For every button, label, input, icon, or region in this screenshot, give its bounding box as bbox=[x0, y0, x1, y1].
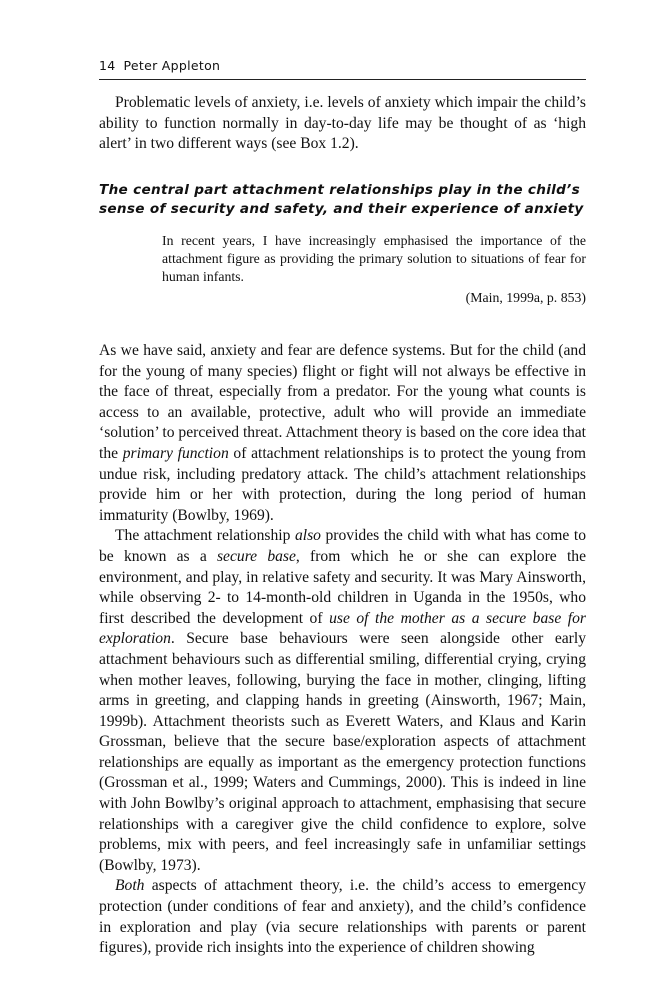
section-heading: The central part attachment relationships play in the child’s sense of security and safety, and their experience of anxiety bbox=[99, 182, 584, 217]
epigraph bbox=[162, 232, 586, 307]
emphasis-run: Both bbox=[115, 877, 145, 895]
emphasis-run: use of the mother as a secure base for exploration bbox=[99, 609, 586, 648]
text-run: provides the child with what has come to be known as a bbox=[99, 527, 587, 565]
epigraph-citation: (Main, 1999a, p. 853) bbox=[465, 290, 586, 305]
page-number: 14 bbox=[99, 58, 116, 73]
text-run: . Secure base behaviours were seen alongside other early attachment behaviours such as differential smiling, differential crying, crying when mother leaves, following, burying the face in mother, clinging, lifting arms in greeting, and clapping hands in greeting (Ainsworth, 1967; Main, 1999b). Attachment theorists such as Everett Waters, and Klaus and Karin Grossman, believe that the secure base/exploration aspects of attachment relationships are equally as important as the emergency protection functions (Grossman et al., 1999; Waters and Cummings, 2000). This is indeed in line with John Bowlby’s original approach to attachment, emphasising that secure relationships with a caregiver give the child confidence to explore, solve problems, mix with peers, and feel increasingly safe in unfamiliar settings (Bowlby, 1973). bbox=[99, 630, 586, 874]
running-author: Peter Appleton bbox=[123, 58, 221, 73]
text-run: The attachment relationship bbox=[115, 527, 295, 545]
text-run: , from which he or she can explore the environment, and play, in relative safety and security. It was Mary Ainsworth, while observing 2- to 14-month-old children in Uganda in the 1950s, who first described the development of bbox=[99, 547, 586, 627]
text-run: aspects of attachment theory, i.e. the child’s access to emergency protection (under conditions of fear and anxiety), and the child’s confidence in exploration and play (via secure relationships with parents or parent figures), provide rich insights into the experience of children showing bbox=[99, 877, 586, 957]
intro-paragraph: Problematic levels of anxiety, i.e. levels of anxiety which impair the child’s ability to function normally in day-to-day life may be thought of as ‘high alert’ in two different ways (see Box 1.2). bbox=[99, 94, 586, 153]
emphasis-run: also bbox=[294, 527, 321, 545]
emphasis-run: primary function bbox=[122, 444, 229, 462]
text-run: As we have said, anxiety and fear are defence systems. But for the child (and for the young of many species) flight or fight will not always be effective in the face of threat, especially from a predator. For the young what counts is access to an available, protective, adult who will provide an immediate ‘solution’ to perceived threat. Attachment theory is based on the core idea that the bbox=[99, 342, 586, 462]
main-text bbox=[99, 341, 586, 959]
body-paragraph-3 bbox=[99, 876, 586, 958]
running-header bbox=[99, 58, 586, 80]
epigraph-quote: In recent years, I have increasingly emphasised the importance of the attachment figure as providing the primary solution to situations of fear for human infants. bbox=[162, 233, 586, 284]
body-paragraph-1 bbox=[99, 341, 586, 526]
emphasis-run: secure base bbox=[216, 547, 296, 565]
text-run: of attachment relationships is to protect the young from undue risk, including predatory attack. The child’s attachment relationships provide him or her with protection, during the long period of human immaturity (Bowlby, 1969). bbox=[99, 444, 586, 524]
body-paragraph-2 bbox=[99, 526, 586, 876]
